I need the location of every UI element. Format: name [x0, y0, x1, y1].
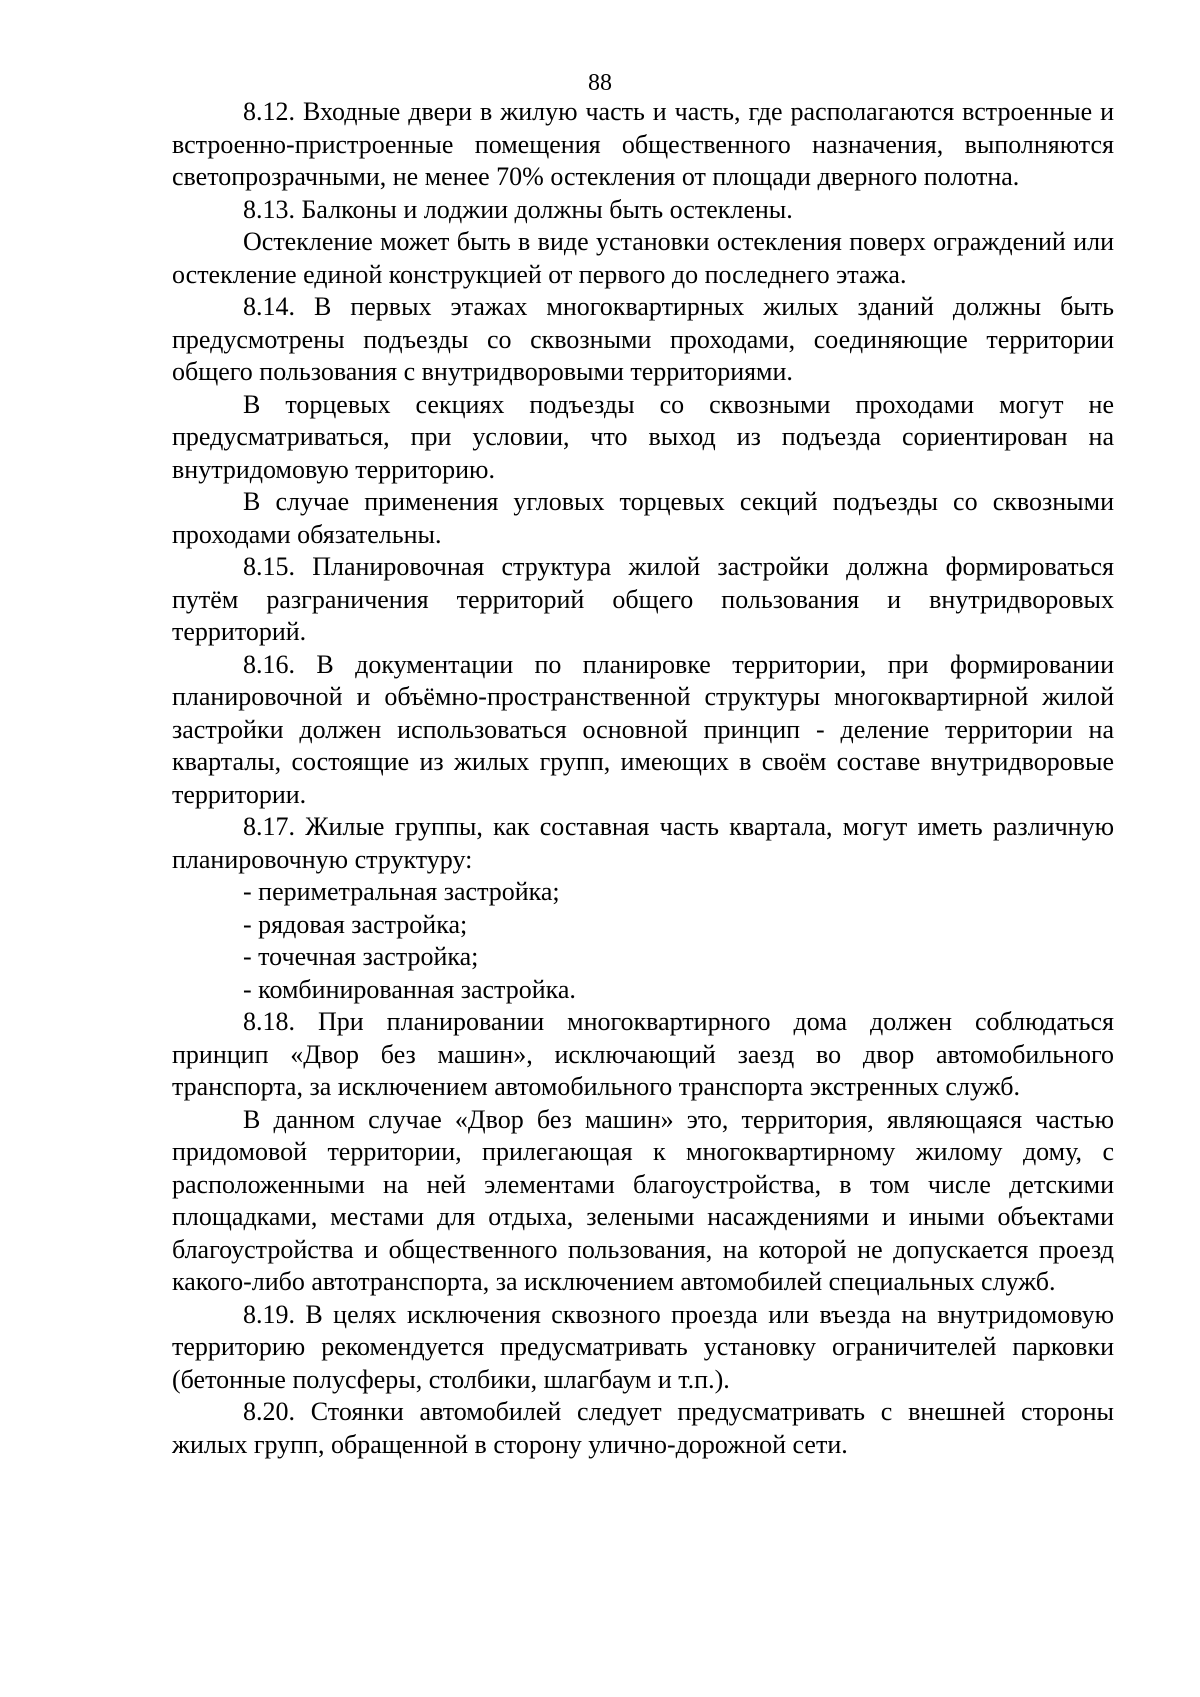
- paragraph-8-20: 8.20. Стоянки автомобилей следует предусматривать с внешней стороны жилых групп, обращенной в сторону улично-дорожной сети.: [172, 1397, 1114, 1459]
- paragraph-8-14-end-sections: В торцевых секциях подъезды со сквозными проходами могут не предусматриваться, при условии, что выход из подъезда сориентирован на внутридомовую территорию.: [172, 389, 1114, 484]
- page-number: 88: [588, 70, 612, 96]
- paragraph-8-19: 8.19. В целях исключения сквозного проезда или въезда на внутридомовую территорию рекомендуется предусматривать установку ограничителей парковки (бетонные полусферы, столбики, шлагбаум и т.п.).: [172, 1299, 1114, 1394]
- list-item-row: - рядовая застройка;: [243, 909, 468, 939]
- paragraph-8-13-glazing: Остекление может быть в виде установки остекления поверх ограждений или остекление единой конструкцией от первого до последнего этажа.: [172, 227, 1114, 289]
- paragraph-8-13: 8.13. Балконы и лоджии должны быть остеклены.: [243, 194, 793, 224]
- paragraph-8-15: 8.15. Планировочная структура жилой застройки должна формироваться путём разграничения территорий общего пользования и внутридворовых территорий.: [172, 552, 1114, 646]
- paragraph-8-18: 8.18. При планировании многоквартирного дома должен соблюдаться принцип «Двор без машин», исключающий заезд во двор автомобильного транспорта, за исключением автомобильного транспорта экстренных служб.: [172, 1007, 1114, 1101]
- list-item-point: - точечная застройка;: [243, 942, 479, 971]
- paragraph-8-12: 8.12. Входные двери в жилую часть и часть, где располагаются встроенные и встроенно-пристроенные помещения общественного назначения, выполняются светопрозрачными, не менее 70% остекления от площади дверного полотна.: [172, 97, 1114, 191]
- list-item-combined: - комбинированная застройка.: [243, 974, 576, 1004]
- paragraph-8-14: 8.14. В первых этажах многоквартирных жилых зданий должны быть предусмотрены подъезды со сквозными проходами, соединяющие территории общего пользования с внутридворовыми территориями.: [172, 292, 1114, 386]
- list-item-perimeter: - периметральная застройка;: [243, 877, 560, 906]
- paragraph-8-14-corner-sections: В случае применения угловых торцевых секций подъезды со сквозными проходами обязательны.: [172, 487, 1114, 549]
- document-body: [172, 96, 1114, 1461]
- paragraph-8-18-definition: В данном случае «Двор без машин» это, территория, являющаяся частью придомовой территории, прилегающая к многоквартирному жилому дому, с расположенными на ней элементами благоустройства, в том числе детскими площадками, местами для отдыха, зелеными насаждениями и иными объектами благоустройства и общественного пользования, на которой не допускается проезд какого-либо автотранспорта, за исключением автомобилей специальных служб.: [172, 1104, 1114, 1296]
- paragraph-8-17: 8.17. Жилые группы, как составная часть квартала, могут иметь различную планировочную структуру:: [172, 812, 1114, 874]
- paragraph-8-16: 8.16. В документации по планировке территории, при формировании планировочной и объёмно-пространственной структуры многоквартирной жилой застройки должен использоваться основной принцип - деление территории на кварталы, состоящие из жилых групп, имеющих в своём составе внутридворовые территории.: [172, 649, 1114, 809]
